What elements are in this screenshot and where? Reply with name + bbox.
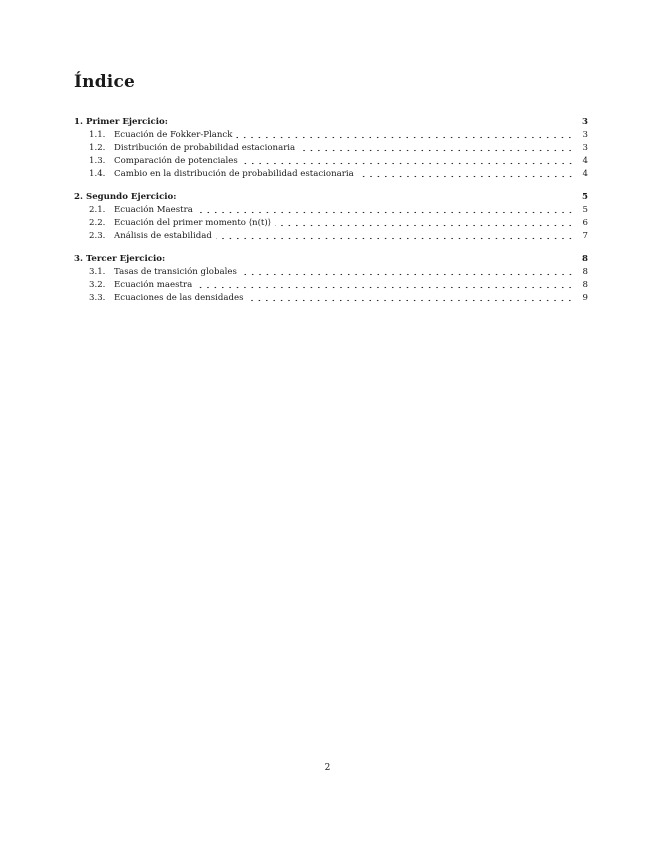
section-title: Tercer Ejercicio:: [86, 254, 166, 264]
section-page: 8: [582, 254, 588, 264]
entry-page: 7: [582, 231, 588, 241]
toc-entry[interactable]: [74, 168, 588, 181]
entry-number: 1.3.: [89, 156, 106, 166]
entry-title: Ecuación Maestra: [114, 205, 193, 215]
entry-title: Tasas de transición globales: [114, 267, 237, 277]
dot-leader: [216, 235, 574, 241]
section-title: Primer Ejercicio:: [86, 117, 168, 127]
entry-page: 6: [582, 218, 588, 228]
entry-page: 9: [582, 293, 588, 303]
entry-page: 5: [582, 205, 588, 215]
toc-entry[interactable]: [74, 155, 588, 168]
entry-title: Cambio en la distribución de probabilidad estacionaria: [114, 169, 354, 179]
table-of-contents: [74, 116, 588, 315]
toc-section-heading[interactable]: [74, 191, 588, 204]
entry-title: Distribución de probabilidad estacionaria: [114, 143, 296, 153]
entry-page: 3: [582, 143, 588, 153]
toc-section-heading[interactable]: [74, 253, 588, 266]
toc-entry[interactable]: [74, 142, 588, 155]
entry-page: 4: [582, 156, 588, 166]
section-number: 1.: [74, 117, 83, 127]
section-title: Segundo Ejercicio:: [86, 192, 177, 202]
dot-leader: [241, 271, 574, 277]
dot-leader: [196, 284, 574, 290]
toc-entry[interactable]: [74, 266, 588, 279]
page-number: 2: [324, 763, 331, 773]
toc-section-2: [74, 191, 588, 243]
toc-section-3: [74, 253, 588, 305]
section-number: 2.: [74, 192, 83, 202]
entry-title: Ecuaciones de las densidades: [114, 293, 244, 303]
toc-entry[interactable]: [74, 279, 588, 292]
entry-title: Ecuación de Fokker-Planck: [114, 130, 233, 140]
dot-leader: [236, 134, 574, 140]
toc-section-heading[interactable]: [74, 116, 588, 129]
entry-title: Comparación de potenciales: [114, 156, 238, 166]
section-page: 3: [582, 117, 588, 127]
toc-entry[interactable]: [74, 217, 588, 230]
entry-number: 3.2.: [89, 280, 106, 290]
entry-number: 1.2.: [89, 143, 106, 153]
entry-number: 2.1.: [89, 205, 106, 215]
dot-leader: [247, 297, 574, 303]
entry-number: 2.2.: [89, 218, 106, 228]
dot-leader: [358, 173, 574, 179]
entry-page: 4: [582, 169, 588, 179]
entry-title: Análisis de estabilidad: [114, 231, 212, 241]
dot-leader: [299, 147, 574, 153]
toc-entry[interactable]: [74, 292, 588, 305]
entry-number: 3.1.: [89, 267, 106, 277]
dot-leader: [242, 160, 574, 166]
entry-number: 1.4.: [89, 169, 106, 179]
toc-entry[interactable]: [74, 129, 588, 142]
entry-page: 3: [582, 130, 588, 140]
entry-page: 8: [582, 280, 588, 290]
entry-title: Ecuación maestra: [114, 280, 193, 290]
entry-number: 1.1.: [89, 130, 106, 140]
page-title: Índice: [74, 72, 136, 92]
section-page: 5: [582, 192, 588, 202]
toc-entry[interactable]: [74, 204, 588, 217]
dot-leader: [275, 222, 574, 228]
toc-section-1: [74, 116, 588, 181]
entry-number: 3.3.: [89, 293, 106, 303]
section-number: 3.: [74, 254, 83, 264]
entry-title: Ecuación del primer momento ⟨n(t)⟩: [114, 218, 272, 228]
toc-entry[interactable]: [74, 230, 588, 243]
entry-number: 2.3.: [89, 231, 106, 241]
dot-leader: [197, 209, 574, 215]
entry-page: 8: [582, 267, 588, 277]
